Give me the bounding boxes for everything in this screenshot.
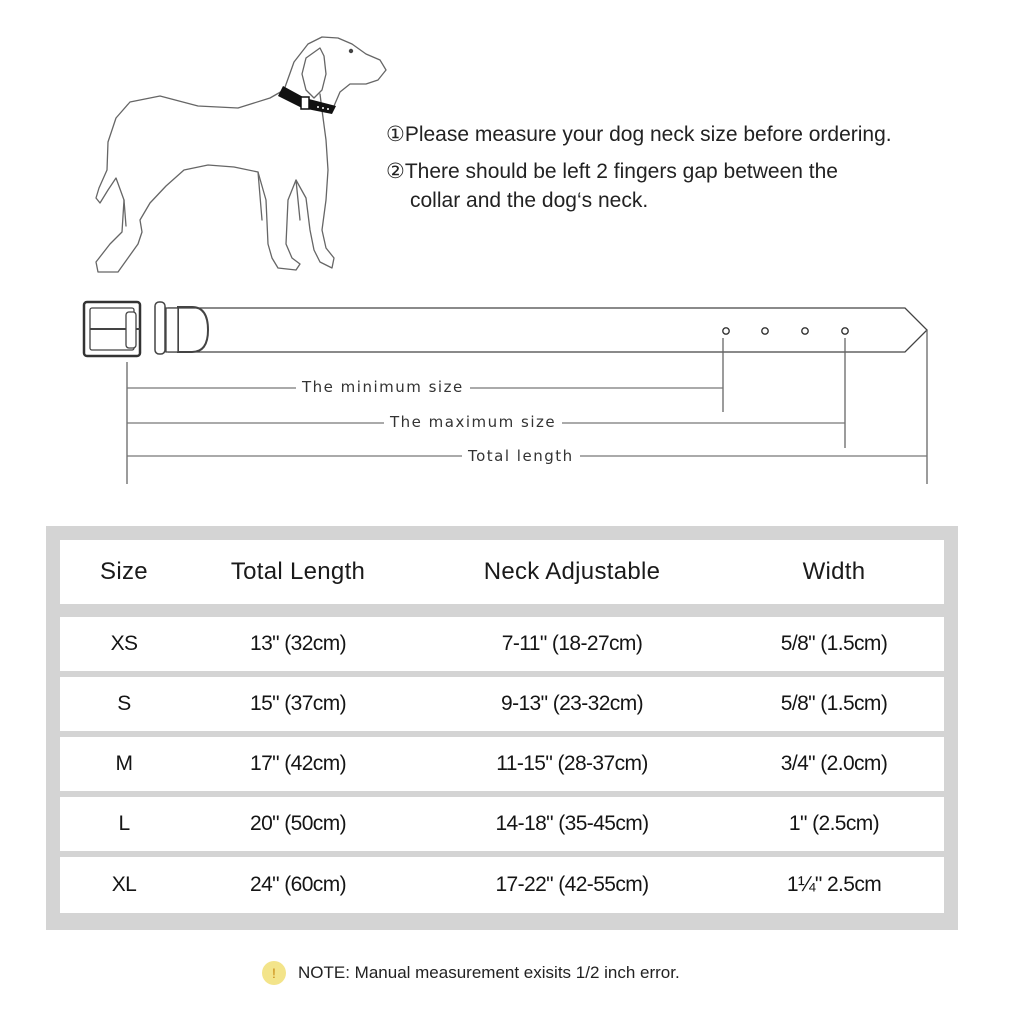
dog-illustration bbox=[85, 28, 395, 278]
table-row bbox=[60, 857, 944, 913]
total-length-label: Total length bbox=[462, 447, 580, 465]
width-cell: 3/4" (2.0cm) bbox=[780, 752, 888, 775]
table-row bbox=[60, 617, 944, 671]
neck-adjustable-cell: 14-18" (35-45cm) bbox=[495, 812, 649, 835]
maximum-size-label: The maximum size bbox=[384, 413, 562, 431]
width-cell: 5/8" (1.5cm) bbox=[780, 692, 888, 715]
neck-adjustable-cell: 9-13" (23-32cm) bbox=[500, 692, 643, 715]
header-neck-adjustable: Neck Adjustable bbox=[483, 558, 661, 585]
neck-adjustable-cell: 17-22" (42-55cm) bbox=[495, 873, 649, 896]
size-cell: S bbox=[117, 692, 131, 715]
size-cell: L bbox=[118, 812, 130, 835]
neck-adjustable-cell: 7-11" (18-27cm) bbox=[501, 632, 643, 655]
neck-adjustable-cell: 11-15" (28-37cm) bbox=[496, 752, 648, 775]
width-cell: 1¼" 2.5cm bbox=[786, 873, 882, 896]
size-cell: M bbox=[115, 752, 133, 775]
table-row bbox=[60, 677, 944, 731]
total-length-cell: 24" (60cm) bbox=[250, 873, 346, 896]
total-length-cell: 17" (42cm) bbox=[250, 752, 346, 775]
width-cell: 1" (2.5cm) bbox=[788, 812, 880, 835]
header-total-length: Total Length bbox=[230, 558, 366, 585]
note bbox=[262, 960, 680, 986]
total-length-cell: 20" (50cm) bbox=[250, 812, 346, 835]
header-size: Size bbox=[100, 558, 148, 585]
total-length-cell: 13" (32cm) bbox=[250, 632, 346, 655]
size-cell: XS bbox=[110, 632, 138, 655]
table-row bbox=[60, 797, 944, 851]
header-width: Width bbox=[802, 558, 866, 585]
table-header-row bbox=[60, 540, 944, 604]
note-text: NOTE: Manual measurement exisits 1/2 inch error. bbox=[298, 963, 680, 982]
size-cell: XL bbox=[111, 873, 137, 896]
minimum-size-label: The minimum size bbox=[296, 378, 470, 396]
exclamation-icon: ! bbox=[262, 961, 286, 985]
instruction-line-1: ①Please measure your dog neck size before ordering. bbox=[386, 123, 892, 146]
total-length-cell: 15" (37cm) bbox=[250, 692, 346, 715]
instruction-line-3: collar and the dog‘s neck. bbox=[410, 189, 649, 212]
width-cell: 5/8" (1.5cm) bbox=[780, 632, 888, 655]
instruction-line-2: ②There should be left 2 fingers gap between the bbox=[386, 160, 838, 183]
table-row bbox=[60, 737, 944, 791]
